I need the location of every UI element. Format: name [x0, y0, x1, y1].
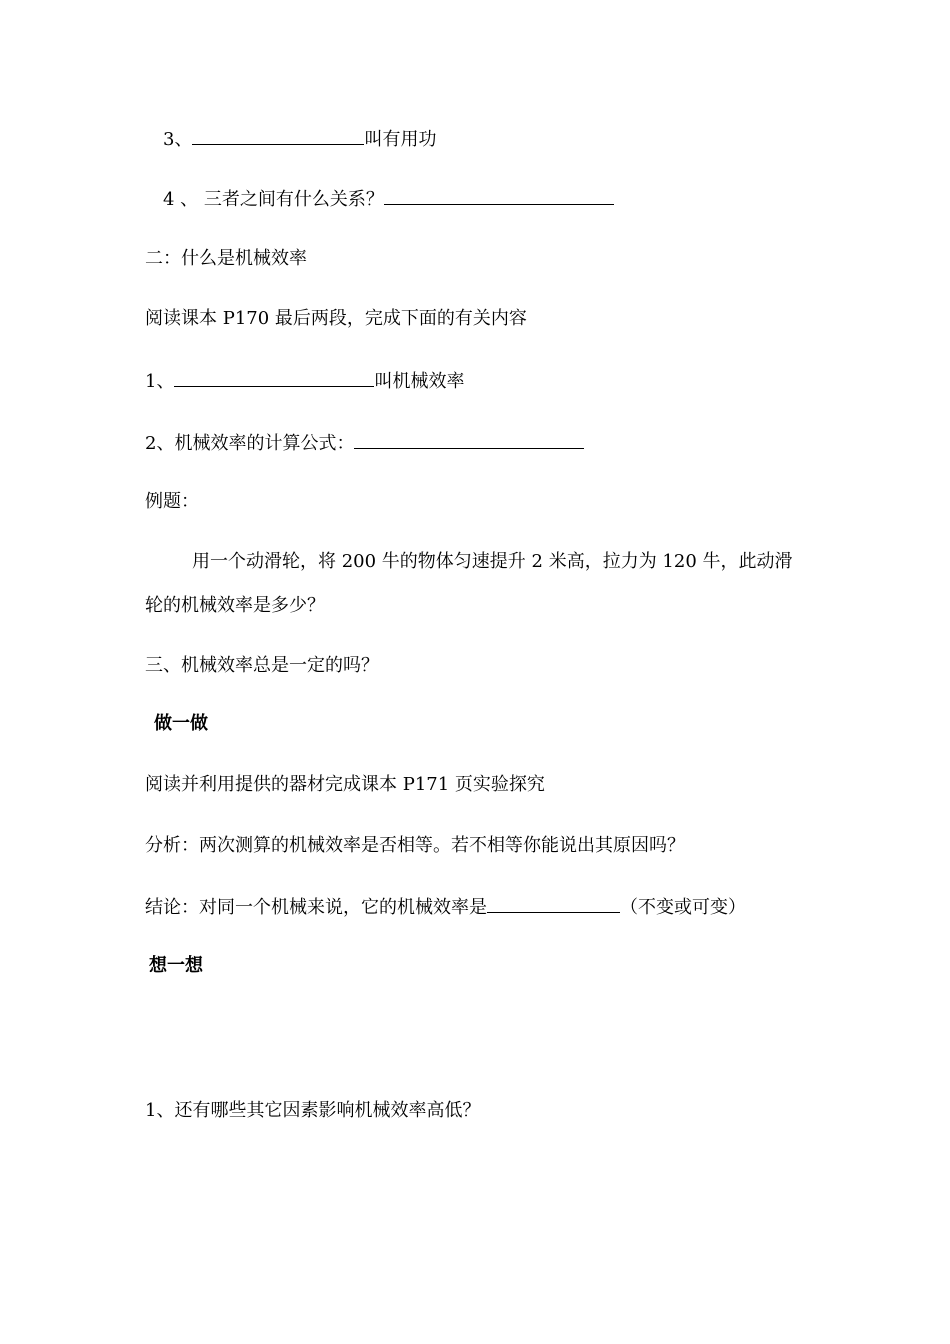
item-1-number: 1、 — [145, 371, 175, 392]
item-3-blank[interactable] — [192, 126, 364, 145]
example-text-line-1: 用一个动滑轮，将 200 牛的物体匀速提升 2 米高，拉力为 120 牛，此动滑 — [192, 551, 793, 572]
conclusion-suffix: （不变或可变） — [620, 897, 746, 918]
item-3-suffix: 叫有用功 — [364, 129, 437, 150]
item-4-text: 三者之间有什么关系？ — [203, 189, 384, 210]
section-3-heading: 三、机械效率总是一定的吗？ — [145, 655, 379, 676]
item-1-efficiency-definition — [145, 368, 464, 394]
item-4-relationship — [163, 186, 614, 212]
conclusion-prefix: 结论：对同一个机械来说，它的机械效率是 — [145, 897, 487, 918]
section-2-heading: 二：什么是机械效率 — [145, 248, 307, 269]
item-4-number: 4 、 — [163, 189, 199, 210]
item-2-blank[interactable] — [354, 430, 584, 449]
item-2-formula — [145, 430, 584, 456]
item-3-useful-work — [163, 126, 436, 152]
example-label: 例题： — [145, 491, 199, 512]
item-3-number: 3、 — [163, 129, 193, 150]
section-2-instruction: 阅读课本 P170 最后两段，完成下面的有关内容 — [145, 308, 527, 329]
item-2-text: 2、机械效率的计算公式： — [145, 433, 355, 454]
example-text-line-2: 轮的机械效率是多少？ — [145, 595, 325, 616]
item-4-blank[interactable] — [384, 186, 614, 205]
item-1-blank[interactable] — [174, 368, 374, 387]
item-1-suffix: 叫机械效率 — [374, 371, 465, 392]
question-1: 1、还有哪些其它因素影响机械效率高低？ — [145, 1100, 481, 1121]
think-heading: 想一想 — [149, 955, 203, 976]
section-3-instruction: 阅读并利用提供的器材完成课本 P171 页实验探究 — [145, 774, 545, 795]
conclusion-line — [145, 894, 746, 920]
conclusion-blank[interactable] — [487, 894, 620, 913]
do-it-heading: 做一做 — [154, 713, 208, 734]
analysis-text: 分析：两次测算的机械效率是否相等。若不相等你能说出其原因吗？ — [145, 835, 685, 856]
